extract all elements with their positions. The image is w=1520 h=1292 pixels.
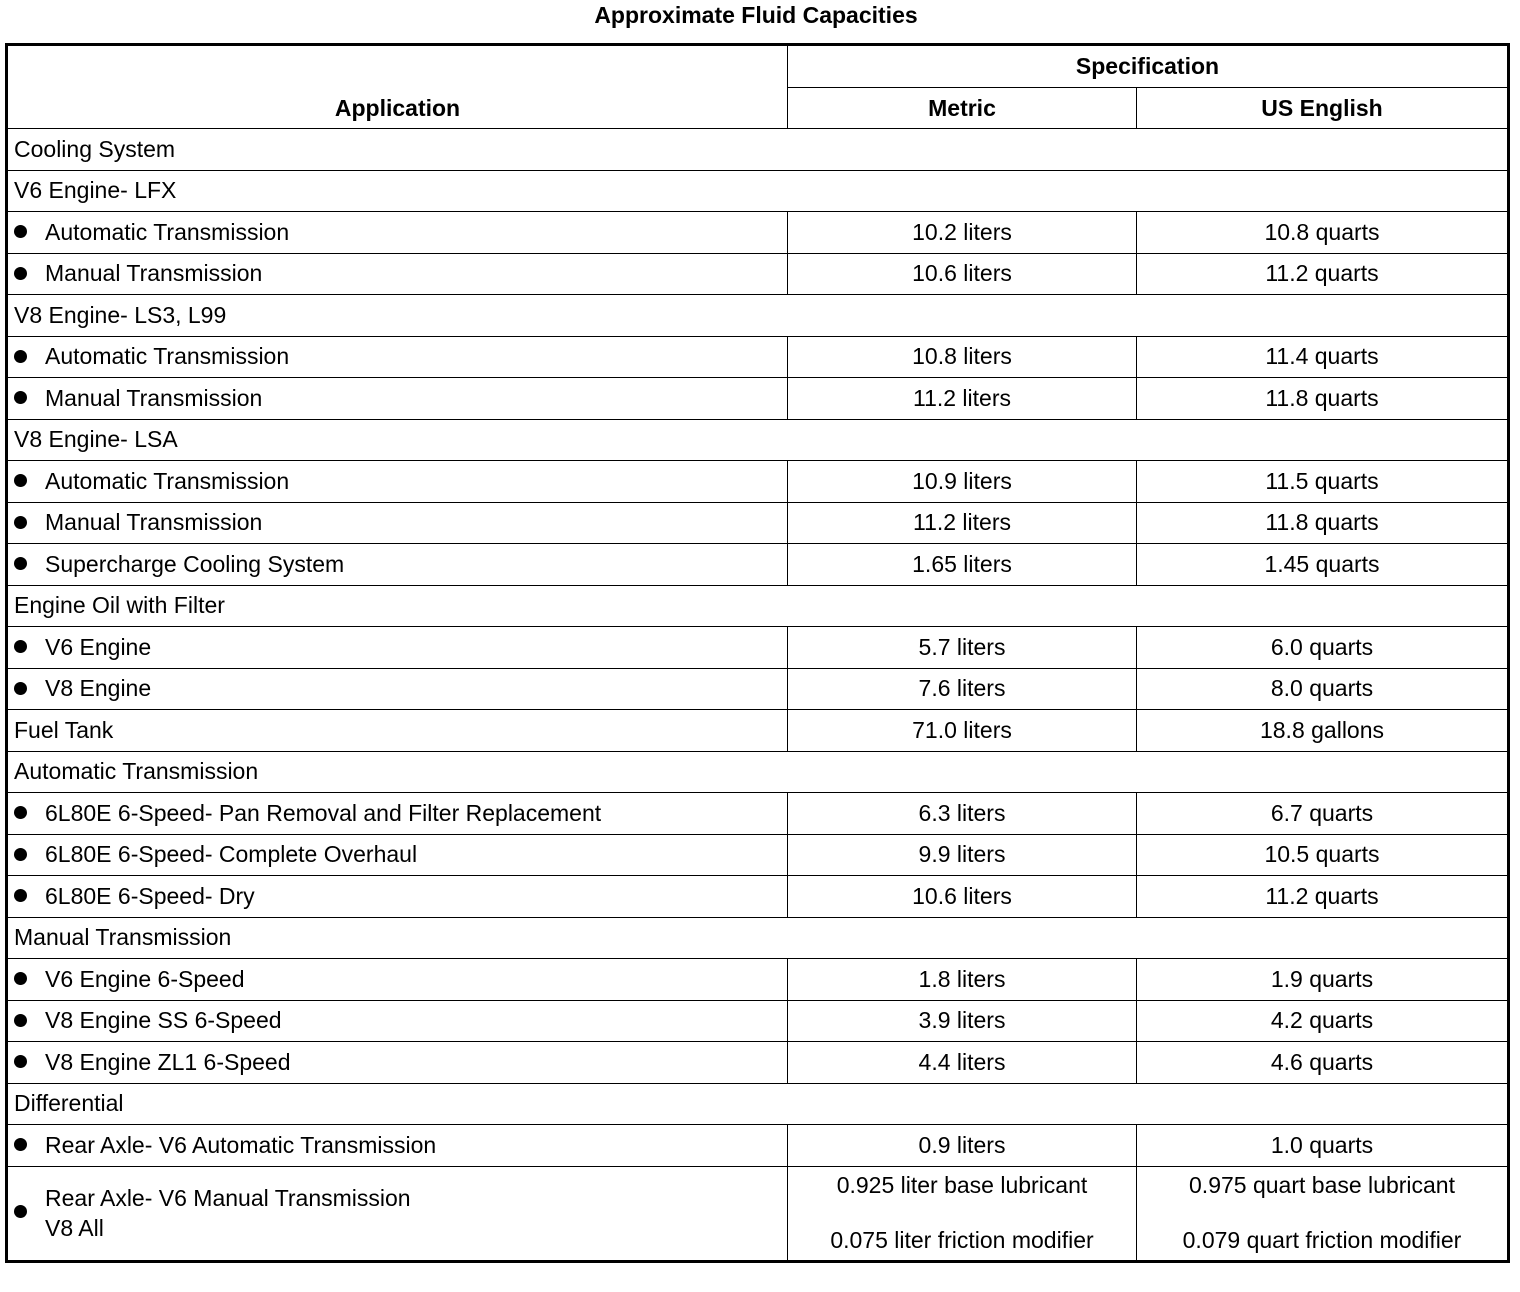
application-label: Manual Transmission <box>45 509 263 536</box>
bullet-icon <box>14 391 27 404</box>
application-cell <box>7 1125 788 1167</box>
table-row <box>7 378 1509 420</box>
application-label-line2: V8 All <box>45 1215 104 1241</box>
metric-value: 3.9 liters <box>788 1000 1137 1042</box>
bullet-icon <box>14 889 27 902</box>
plain-row <box>7 710 1509 752</box>
section-row <box>7 170 1509 212</box>
table-row <box>7 834 1509 876</box>
us-value: 11.2 quarts <box>1137 876 1509 918</box>
table-body <box>7 129 1509 1262</box>
table-row <box>7 959 1509 1001</box>
header-application: Application <box>7 45 788 129</box>
application-label: V8 Engine ZL1 6-Speed <box>45 1048 291 1075</box>
application-cell <box>7 378 788 420</box>
us-value: 11.8 quarts <box>1137 378 1509 420</box>
us-cell <box>1137 1166 1509 1261</box>
table-row <box>7 627 1509 669</box>
application-cell <box>7 627 788 669</box>
application-cell <box>7 876 788 918</box>
header-specification: Specification <box>788 45 1509 88</box>
metric-value-line2: 0.075 liter friction modifier <box>830 1227 1094 1253</box>
section-label: Engine Oil with Filter <box>7 585 1509 627</box>
table-row <box>7 336 1509 378</box>
header-row-1 <box>7 45 1509 88</box>
us-value: 11.2 quarts <box>1137 253 1509 295</box>
table-row-last <box>7 1166 1509 1261</box>
bullet-icon <box>14 225 27 238</box>
application-cell <box>7 544 788 586</box>
metric-value: 1.65 liters <box>788 544 1137 586</box>
us-value: 11.5 quarts <box>1137 461 1509 503</box>
application-cell <box>7 1166 788 1261</box>
table-row <box>7 668 1509 710</box>
application-label: Fuel Tank <box>7 710 788 752</box>
section-row <box>7 751 1509 793</box>
metric-value: 10.8 liters <box>788 336 1137 378</box>
metric-value: 0.9 liters <box>788 1125 1137 1167</box>
application-cell <box>7 793 788 835</box>
bullet-icon <box>14 682 27 695</box>
application-label: V8 Engine SS 6-Speed <box>45 1007 282 1034</box>
metric-value: 7.6 liters <box>788 668 1137 710</box>
section-label: Differential <box>7 1083 1509 1125</box>
section-label: V6 Engine- LFX <box>7 170 1509 212</box>
section-label: Manual Transmission <box>7 917 1509 959</box>
table-row <box>7 461 1509 503</box>
metric-value: 5.7 liters <box>788 627 1137 669</box>
section-label: V8 Engine- LSA <box>7 419 1509 461</box>
bullet-icon <box>14 972 27 985</box>
table-row <box>7 502 1509 544</box>
us-value: 10.5 quarts <box>1137 834 1509 876</box>
us-value: 8.0 quarts <box>1137 668 1509 710</box>
us-value: 11.8 quarts <box>1137 502 1509 544</box>
table-row <box>7 876 1509 918</box>
application-label: Manual Transmission <box>45 260 263 287</box>
table-row <box>7 793 1509 835</box>
application-label-line1: Rear Axle- V6 Manual Transmission <box>45 1185 411 1211</box>
bullet-icon <box>14 557 27 570</box>
section-row <box>7 585 1509 627</box>
application-label: Manual Transmission <box>45 384 263 411</box>
application-label: Supercharge Cooling System <box>45 550 345 577</box>
metric-value: 10.6 liters <box>788 876 1137 918</box>
table-row <box>7 1042 1509 1084</box>
bullet-icon <box>14 1205 27 1218</box>
application-cell <box>7 834 788 876</box>
metric-value: 6.3 liters <box>788 793 1137 835</box>
section-row <box>7 129 1509 171</box>
application-label: Automatic Transmission <box>45 467 290 494</box>
bullet-icon <box>14 1055 27 1068</box>
section-row <box>7 419 1509 461</box>
table-row <box>7 544 1509 586</box>
application-label: V6 Engine 6-Speed <box>45 965 245 992</box>
application-cell <box>7 461 788 503</box>
header-metric: Metric <box>788 88 1137 129</box>
us-value: 1.45 quarts <box>1137 544 1509 586</box>
application-label: Automatic Transmission <box>45 218 290 245</box>
application-label: 6L80E 6-Speed- Complete Overhaul <box>45 841 418 868</box>
metric-value: 4.4 liters <box>788 1042 1137 1084</box>
application-label: Automatic Transmission <box>45 343 290 370</box>
us-value: 6.7 quarts <box>1137 793 1509 835</box>
bullet-icon <box>14 806 27 819</box>
us-value: 4.6 quarts <box>1137 1042 1509 1084</box>
bullet-icon <box>14 474 27 487</box>
section-row <box>7 295 1509 337</box>
bullet-icon <box>14 1138 27 1151</box>
section-label: Automatic Transmission <box>7 751 1509 793</box>
metric-value: 71.0 liters <box>788 710 1137 752</box>
section-label: V8 Engine- LS3, L99 <box>7 295 1509 337</box>
application-label: V8 Engine <box>45 675 152 702</box>
us-value: 10.8 quarts <box>1137 212 1509 254</box>
us-value: 6.0 quarts <box>1137 627 1509 669</box>
metric-value: 10.9 liters <box>788 461 1137 503</box>
metric-value-line1: 0.925 liter base lubricant <box>836 1172 1088 1198</box>
bullet-icon <box>14 848 27 861</box>
section-label: Cooling System <box>7 129 1509 171</box>
section-row <box>7 917 1509 959</box>
metric-value: 9.9 liters <box>788 834 1137 876</box>
bullet-icon <box>14 1014 27 1027</box>
application-cell <box>7 212 788 254</box>
metric-value: 11.2 liters <box>788 378 1137 420</box>
bullet-icon <box>14 640 27 653</box>
section-row <box>7 1083 1509 1125</box>
us-value: 18.8 gallons <box>1137 710 1509 752</box>
us-value-line1: 0.975 quart base lubricant <box>1189 1172 1455 1198</box>
us-value: 4.2 quarts <box>1137 1000 1509 1042</box>
metric-cell <box>788 1166 1137 1261</box>
application-label: 6L80E 6-Speed- Dry <box>45 882 255 909</box>
application-cell <box>7 1042 788 1084</box>
application-cell <box>7 668 788 710</box>
application-label: 6L80E 6-Speed- Pan Removal and Filter Replacement <box>45 799 602 826</box>
us-value: 11.4 quarts <box>1137 336 1509 378</box>
application-cell <box>7 336 788 378</box>
application-label: Rear Axle- V6 Automatic Transmission <box>45 1131 437 1158</box>
application-cell <box>7 1000 788 1042</box>
bullet-icon <box>14 516 27 529</box>
application-label: V6 Engine <box>45 633 152 660</box>
bullet-icon <box>14 267 27 280</box>
metric-value: 10.6 liters <box>788 253 1137 295</box>
table-row <box>7 253 1509 295</box>
metric-value: 11.2 liters <box>788 502 1137 544</box>
metric-value: 10.2 liters <box>788 212 1137 254</box>
bullet-icon <box>14 350 27 363</box>
application-cell <box>7 959 788 1001</box>
application-cell <box>7 253 788 295</box>
table-row <box>7 1125 1509 1167</box>
application-cell <box>7 502 788 544</box>
us-value-line2: 0.079 quart friction modifier <box>1182 1227 1462 1253</box>
fluid-capacities-table <box>5 43 1510 1263</box>
us-value: 1.9 quarts <box>1137 959 1509 1001</box>
us-value: 1.0 quarts <box>1137 1125 1509 1167</box>
metric-value: 1.8 liters <box>788 959 1137 1001</box>
page-title: Approximate Fluid Capacities <box>594 2 918 28</box>
table-row <box>7 1000 1509 1042</box>
table-row <box>7 212 1509 254</box>
header-us-english: US English <box>1137 88 1509 129</box>
